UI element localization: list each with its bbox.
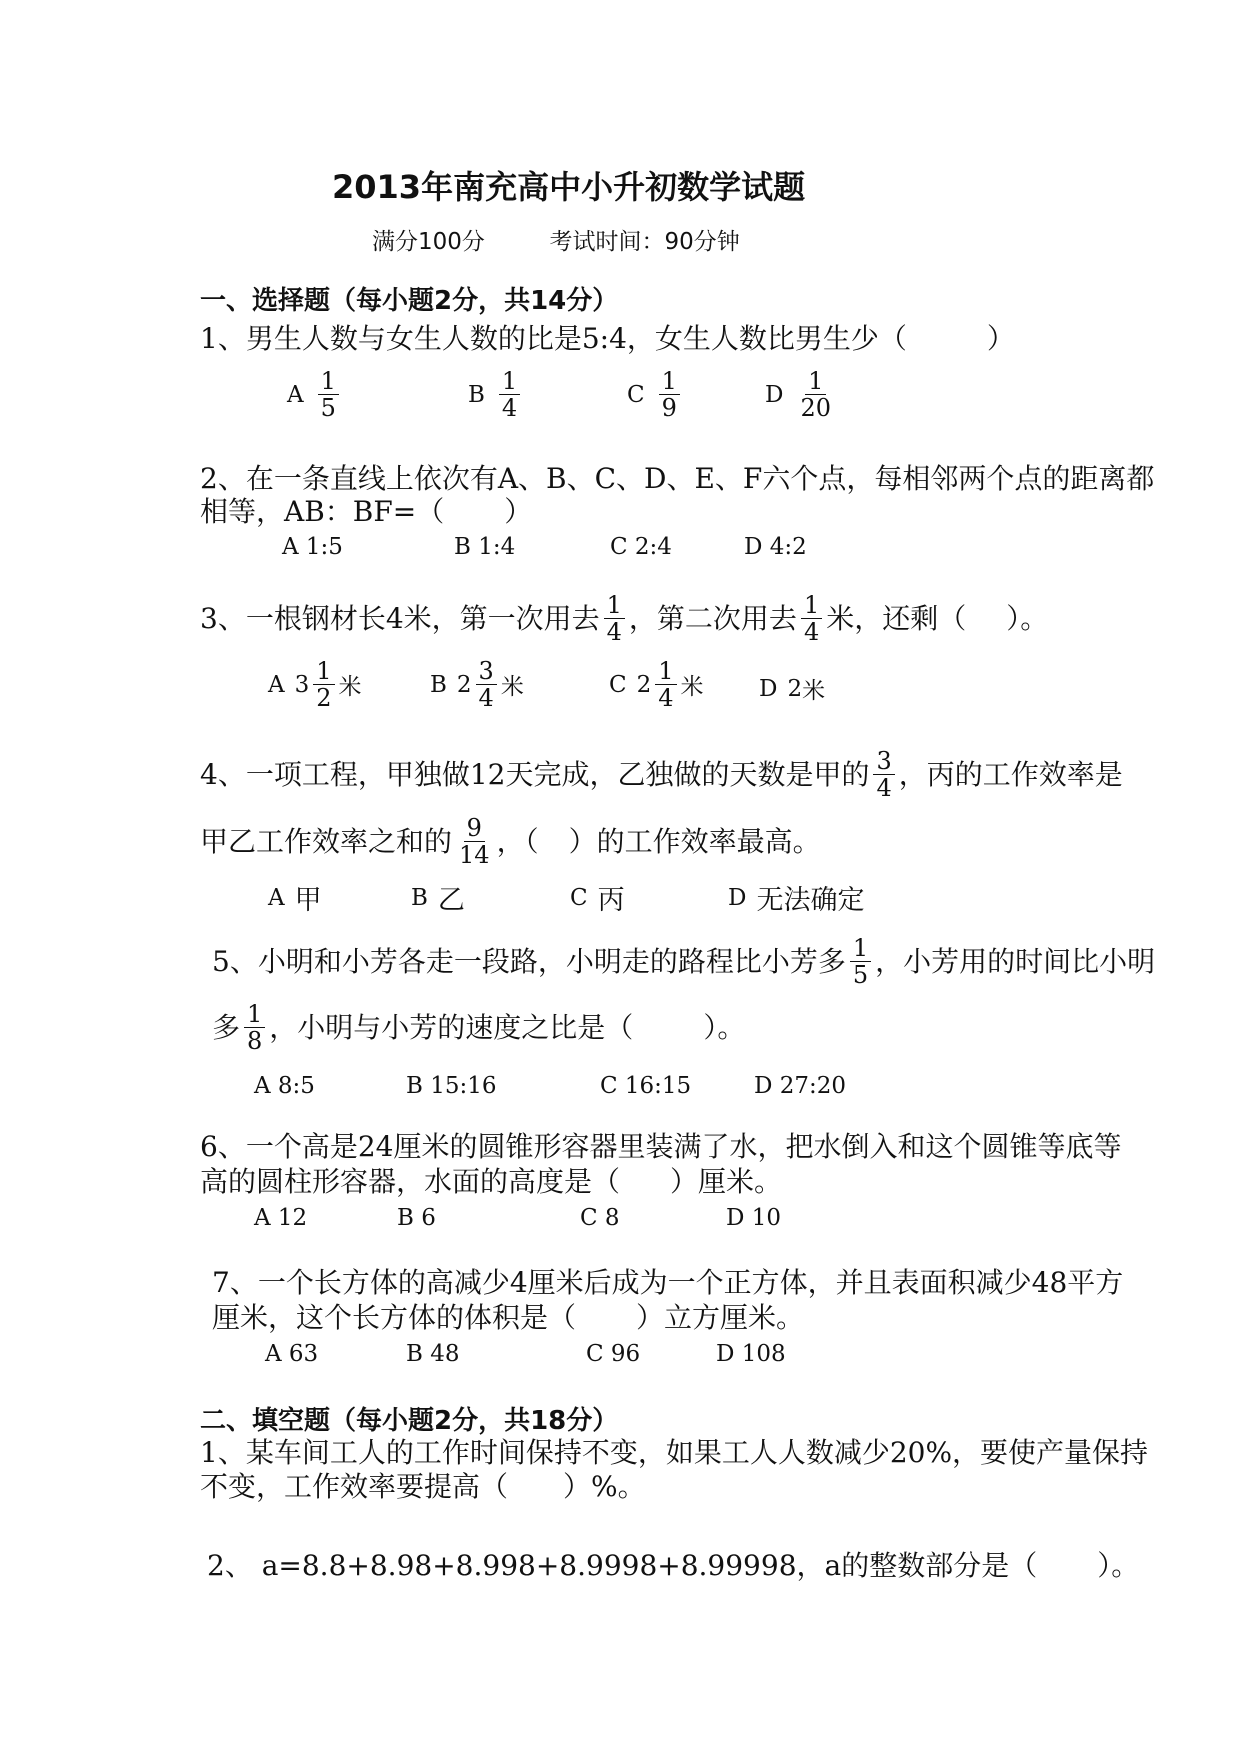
fraction: $\frac{1}{5}$: [850, 935, 871, 988]
option-c: C 8: [580, 1205, 620, 1231]
fraction: $\frac{1}{4}$: [801, 592, 822, 645]
question-2-line-2: 相等，AB：BF=（ ）: [200, 495, 533, 528]
option-d: D 27:20: [754, 1073, 847, 1099]
fraction: $\frac{3}{4}$: [873, 748, 894, 801]
question-close: ）: [986, 322, 1015, 355]
fraction: $\frac{1}{20}$: [800, 367, 831, 422]
fraction: $\frac{1}{9}$: [659, 368, 680, 421]
fraction: $\frac{1}{5}$: [318, 368, 339, 421]
option-letter: C: [627, 381, 645, 408]
question-1: [200, 323, 1015, 355]
fraction: $\frac{1}{8}$: [244, 1001, 265, 1054]
option-b: B 2 $\frac{3}{4}$ 米: [430, 657, 524, 712]
fill-question-1-line-2: 不变，工作效率要提高（ ）%。: [200, 1470, 646, 1503]
option-a: A 3 $\frac{1}{2}$ 米: [268, 657, 362, 712]
option-d: D 无法确定: [728, 884, 865, 916]
question-6-line-1: 6、一个高是24厘米的圆锥形容器里装满了水，把水倒入和这个圆锥等底等: [200, 1130, 1122, 1163]
fill-question-1-line-1: 1、某车间工人的工作时间保持不变，如果工人人数减少20%，要使产量保持: [200, 1436, 1149, 1469]
option-d: D 10: [726, 1205, 782, 1231]
option-a: A 8:5: [254, 1073, 315, 1099]
fraction: $\frac{1}{4}$: [604, 592, 625, 645]
option-a: A 12: [254, 1205, 308, 1231]
exam-time: 考试时间：90分钟: [549, 229, 740, 255]
option-c: [627, 368, 684, 421]
option-letter: A: [287, 381, 304, 408]
fill-question-2: 2、 a=8.8+8.98+8.998+8.9998+8.99998，a的整数部分是（ ）。: [207, 1549, 1140, 1582]
section-heading-choice: 一、选择题（每小题2分，共14分）: [200, 286, 619, 316]
question-6-line-2: 高的圆柱形容器，水面的高度是（ ）厘米。: [200, 1165, 783, 1198]
question-3: 3、一根钢材长4米，第一次用去 $\frac{1}{4}$ ，第二次用去 $\frac{1}{4}$ 米，还剩（ ）。: [200, 591, 1049, 646]
option-b: [468, 368, 524, 421]
option-d: D 2 米: [759, 675, 826, 704]
question-4-line-2: 甲乙工作效率之和的 $\frac{9}{14}$ ，（ ）的工作效率最高。: [200, 814, 821, 869]
section-heading-fill: 二、填空题（每小题2分，共18分）: [200, 1406, 619, 1436]
option-b: B 1:4: [454, 534, 516, 560]
fraction: $\frac{1}{4}$: [499, 368, 520, 421]
option-a: A 63: [265, 1341, 319, 1367]
question-2-line-1: 2、在一条直线上依次有A、B、C、D、E、F六个点，每相邻两个点的距离都: [200, 462, 1155, 495]
page-title: 2013年南充高中小升初数学试题: [332, 168, 806, 206]
option-d: D 108: [716, 1341, 786, 1367]
question-text: 1、男生人数与女生人数的比是5:4，女生人数比男生少（: [200, 322, 907, 355]
question-4-line-1: 4、一项工程，甲独做12天完成，乙独做的天数是甲的 $\frac{3}{4}$ ，丙的工作效率是: [200, 747, 1123, 802]
option-c: C 丙: [570, 884, 625, 916]
option-a: A 1:5: [282, 534, 343, 560]
option-c: C 96: [586, 1341, 641, 1367]
option-b: B 6: [397, 1205, 436, 1231]
full-score: 满分100分: [372, 229, 485, 255]
option-d: D 4:2: [744, 534, 807, 560]
option-b: B 乙: [411, 884, 465, 916]
option-b: B 15:16: [406, 1073, 497, 1099]
option-c: C 2:4: [610, 534, 672, 560]
option-letter: D: [765, 381, 784, 408]
question-7-line-1: 7、一个长方体的高减少4厘米后成为一个正方体，并且表面积减少48平方: [212, 1266, 1124, 1299]
fraction: $\frac{9}{14}$: [459, 814, 490, 869]
option-d: [765, 368, 838, 421]
option-a: A 甲: [268, 884, 322, 916]
question-7-line-2: 厘米，这个长方体的体积是（ ）立方厘米。: [212, 1301, 805, 1334]
exam-info: [372, 226, 740, 258]
question-5-line-1: 5、小明和小芳各走一段路，小明走的路程比小芳多 $\frac{1}{5}$ ，小芳用的时间比小明: [212, 934, 1156, 989]
question-5-line-2: 多 $\frac{1}{8}$ ，小明与小芳的速度之比是（ ）。: [212, 1000, 746, 1055]
option-b: B 48: [406, 1341, 460, 1367]
option-a: [287, 368, 343, 421]
option-c: C 2 $\frac{1}{4}$ 米: [609, 657, 704, 712]
option-letter: B: [468, 381, 485, 408]
option-c: C 16:15: [600, 1073, 692, 1099]
